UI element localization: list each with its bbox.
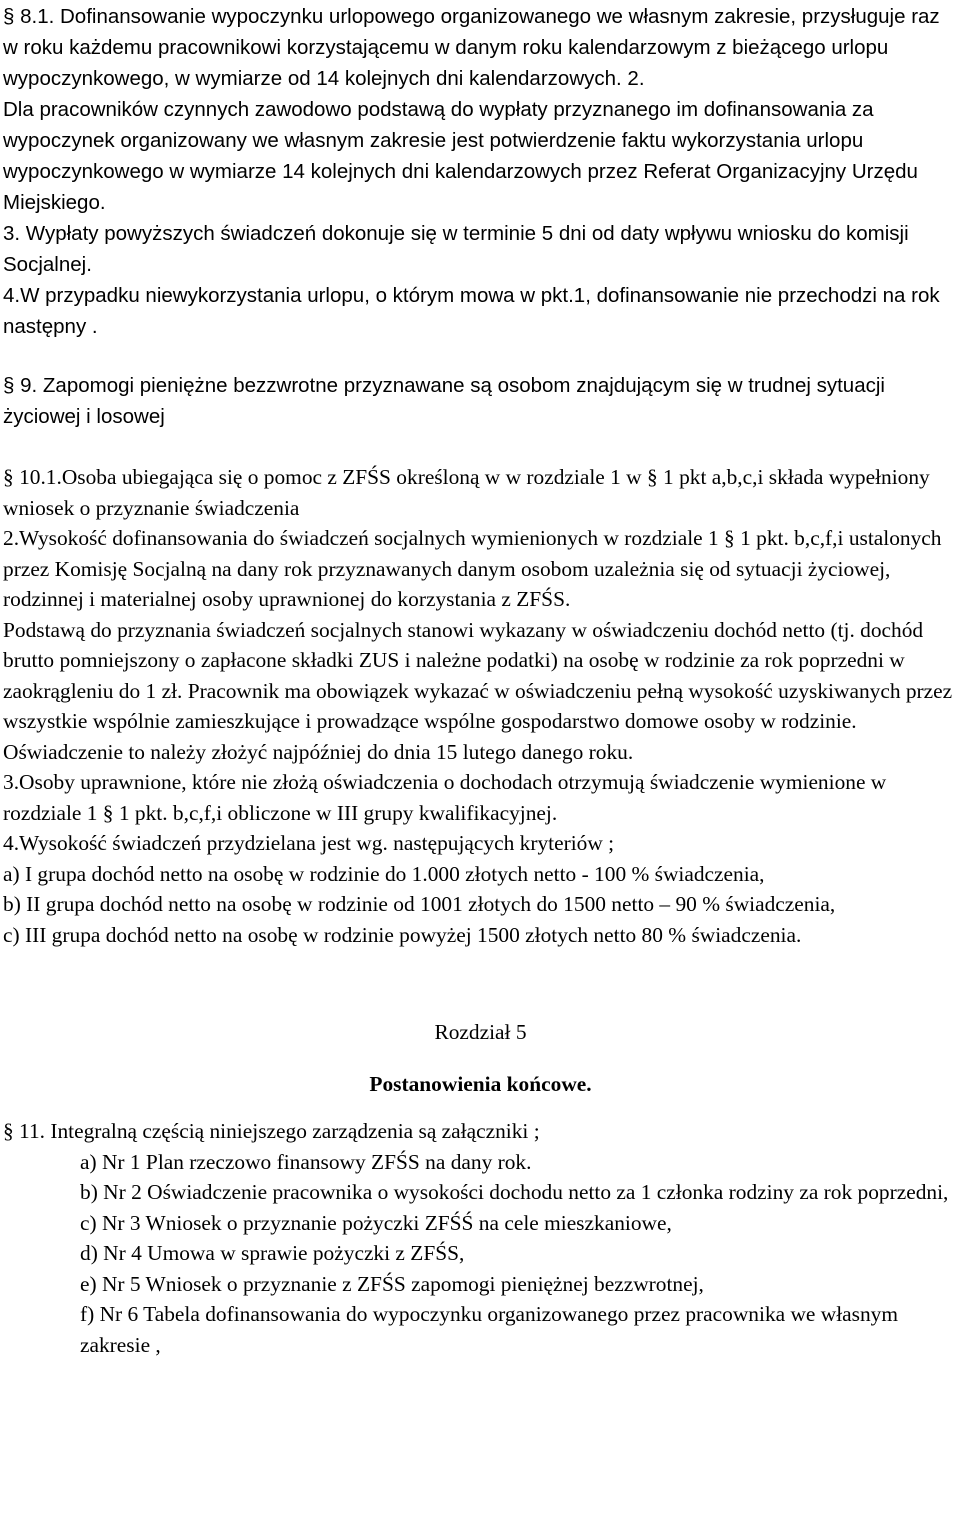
paragraph-10-2-text-a: 2.Wysokość dofinansowania do świadczeń socjalnych wymienionych w rozdziale 1	[3, 526, 725, 550]
chapter-title: Rozdział 5	[434, 1020, 527, 1044]
attachment-item: d) Nr 4 Umowa w sprawie pożyczki z ZFŚS,	[80, 1241, 465, 1265]
section-sign	[3, 1119, 14, 1143]
section-sign	[3, 5, 14, 28]
attachment-item: e) Nr 5 Wniosek o przyznanie z ZFŚS zapomogi pieniężnej bezzwrotnej,	[80, 1271, 704, 1296]
section-sign	[3, 465, 14, 489]
criteria-item-c: c) III grupa dochód netto na osobę w rodzinie powyżej 1500 złotych netto 80 % świadczenia.	[3, 922, 802, 947]
document-page	[3, 0, 958, 1360]
attachments-list	[3, 1147, 958, 1361]
chapter-subtitle: Postanowienia końcowe.	[369, 1072, 592, 1096]
attachment-item: a) Nr 1 Plan rzeczowo finansowy ZFŚS na dany rok.	[80, 1149, 532, 1174]
spacer	[3, 1099, 958, 1116]
criteria-item-a: a) I grupa dochód netto na osobę w rodzinie do 1.000 złotych netto - 100 % świadczenia,	[3, 861, 765, 886]
paragraph-10-3-text-b: 1 pkt. b,c,f,i obliczone w III grupy kwalifikacyjnej.	[113, 800, 558, 825]
paragraph-8-1	[3, 1, 958, 94]
attachment-item: b) Nr 2 Oświadczenie pracownika o wysokości dochodu netto za 1 członka rodziny za rok poprzedni,	[80, 1180, 949, 1204]
paragraph-8-2-number: 2.	[627, 67, 645, 90]
paragraph-10-2-basis: Podstawą do przyznania świadczeń socjalnych stanowi wykazany w oświadczeniu dochód netto (tj. dochód brutto pomniejszony o zapłacone składki ZUS i należne podatki) na osobę w rodzinie za rok poprzedni w zaokrągleniu do 1 zł. Pracownik ma obowiązek wykazać w oświadczeniu pełną wysokość uzyskiwanych przez wszystkie wspólnie zamieszkujące i prowadzące wspólne gospodarstwo domowe osoby w rodzinie. Oświadczenie to należy złożyć najpóźniej do dnia 15 lutego danego roku.	[3, 617, 958, 764]
paragraph-8-2: Dla pracowników czynnych zawodowo podstawą do wypłaty przyznanego im dofinansowania za wypoczynek organizowany we własnym zakresie jest potwierdzenie faktu wykorzystania urlopu wypoczynkowego w wymiarze 14 kolejnych dni kalendarzowych przez Referat Organizacyjny Urzędu Miejskiego.	[3, 98, 924, 214]
paragraph-10-1-text-a: 10.1.Osoba ubiegająca się o pomoc z ZFŚS określoną w w rozdziale 1 w	[19, 465, 647, 489]
paragraph-9	[3, 370, 958, 432]
paragraph-8-3: 3. Wypłaty powyższych świadczeń dokonuje się w terminie 5 dni od daty wpływu wniosku do komisji Socjalnej.	[3, 222, 915, 276]
paragraph-10-1	[3, 462, 958, 523]
paragraph-11-text: 11. Integralną częścią niniejszego zarządzenia są załączniki ;	[13, 1119, 540, 1143]
paragraph-10-2	[3, 523, 958, 615]
attachment-item: c) Nr 3 Wniosek o przyznanie pożyczki ZFŚŚ na cele mieszkaniowe,	[80, 1210, 672, 1235]
paragraph-11	[3, 1116, 958, 1147]
spacer	[3, 950, 958, 1017]
spacer	[3, 432, 958, 462]
paragraph-10-3-text-a: 3.Osoby uprawnione, które nie złożą oświadczenia o dochodach otrzymują świadczenie wymienione w rozdziale 1	[3, 770, 892, 825]
section-sign	[103, 801, 114, 825]
criteria-item-b: b) II grupa dochód netto na osobę w rodzinie od 1001 złotych do 1500 netto – 90 % świadczenia,	[3, 892, 836, 916]
section-sign	[724, 526, 735, 550]
spacer	[3, 342, 958, 370]
paragraph-10-1-text-b: 1 pkt a,b,c,i składa wypełniony wniosek o przyznanie świadczenia	[3, 465, 936, 520]
section-sign	[647, 465, 658, 489]
paragraph-8-4: 4.W przypadku niewykorzystania urlopu, o którym mowa w pkt.1, dofinansowanie nie przechodzi na rok następny .	[3, 284, 946, 338]
paragraph-8-1-text: 8.1. Dofinansowanie wypoczynku urlopowego organizowanego we własnym zakresie, przysługuje raz w roku każdemu pracownikowi korzystającemu w danym roku kalendarzowym z bieżącego urlopu wypoczynkowego, w wymiarze od 14 kolejnych dni kalendarzowych.	[3, 5, 946, 90]
paragraph-10-2-text-b: 1 pkt. b,c,f,i ustalonych przez Komisję Socjalną na dany rok przyznawanych danym osobom uzależnia się od sytuacji życiowej, rodzinnej i materialnej osoby uprawnionej do korzystania z ZFŚS.	[3, 526, 947, 611]
section-sign	[3, 374, 14, 397]
spacer	[3, 1047, 958, 1069]
paragraph-10-4: 4.Wysokość świadczeń przydzielana jest wg. następujących kryteriów ;	[3, 831, 615, 855]
attachment-item: f) Nr 6 Tabela dofinansowania do wypoczynku organizowanego przez pracownika we własnym zakresie ,	[80, 1302, 904, 1357]
paragraph-10-3	[3, 767, 958, 828]
paragraph-9-text: 9. Zapomogi pieniężne bezzwrotne przyznawane są osobom znajdującym się w trudnej sytuacji życiowej i losowej	[3, 374, 891, 428]
